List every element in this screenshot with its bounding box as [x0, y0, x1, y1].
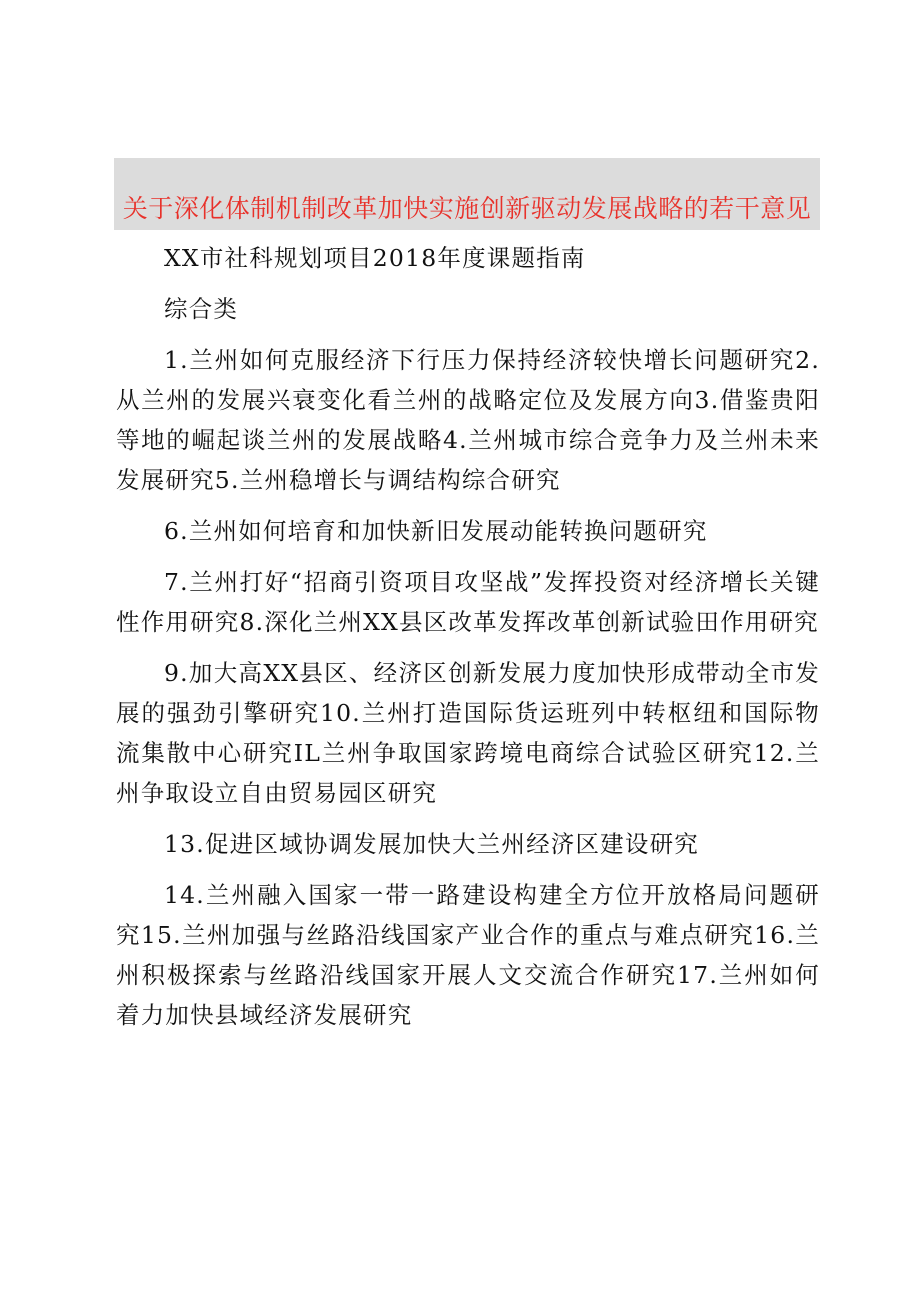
- paragraph-item-6: 6.兰州如何培育和加快新旧发展动能转换问题研究: [164, 517, 708, 545]
- paragraph-items-14-17: 14.兰州融入国家一带一路建设构建全方位开放格局问题研究15.兰州加强与丝路沿线国家产业合作的重点与难点研究16.兰州积极探索与丝路沿线国家开展人文交流合作研究17.兰州如何着力加快县域经济发展研究: [116, 881, 820, 1029]
- paragraph-guide-title: XX市社科规划项目2018年度课题指南: [164, 244, 586, 272]
- paragraph-items-7-8: 7.兰州打好“招商引资项目攻坚战”发挥投资对经济增长关键性作用研究8.深化兰州XX县区改革发挥改革创新试验田作用研究: [116, 568, 820, 636]
- document-body: [116, 238, 820, 1046]
- title-banner: [114, 158, 820, 230]
- paragraph-category: 综合类: [164, 295, 239, 323]
- document-title: 关于深化体制机制改革加快实施创新驱动发展战略的若干意见: [122, 194, 812, 223]
- paragraph-item-13: 13.促进区域协调发展加快大兰州经济区建设研究: [164, 830, 699, 858]
- paragraph-items-1-5: 1.兰州如何克服经济下行压力保持经济较快增长问题研究2.从兰州的发展兴衰变化看兰州的战略定位及发展方向3.借鉴贵阳等地的崛起谈兰州的发展战略4.兰州城市综合竞争力及兰州未来发展研究5.兰州稳增长与调结构综合研究: [116, 346, 820, 494]
- paragraph-items-9-12: 9.加大高XX县区、经济区创新发展力度加快形成带动全市发展的强劲引擎研究10.兰州打造国际货运班列中转枢纽和国际物流集散中心研究IL兰州争取国家跨境电商综合试验区研究12.兰州争取设立自由贸易园区研究: [116, 659, 820, 807]
